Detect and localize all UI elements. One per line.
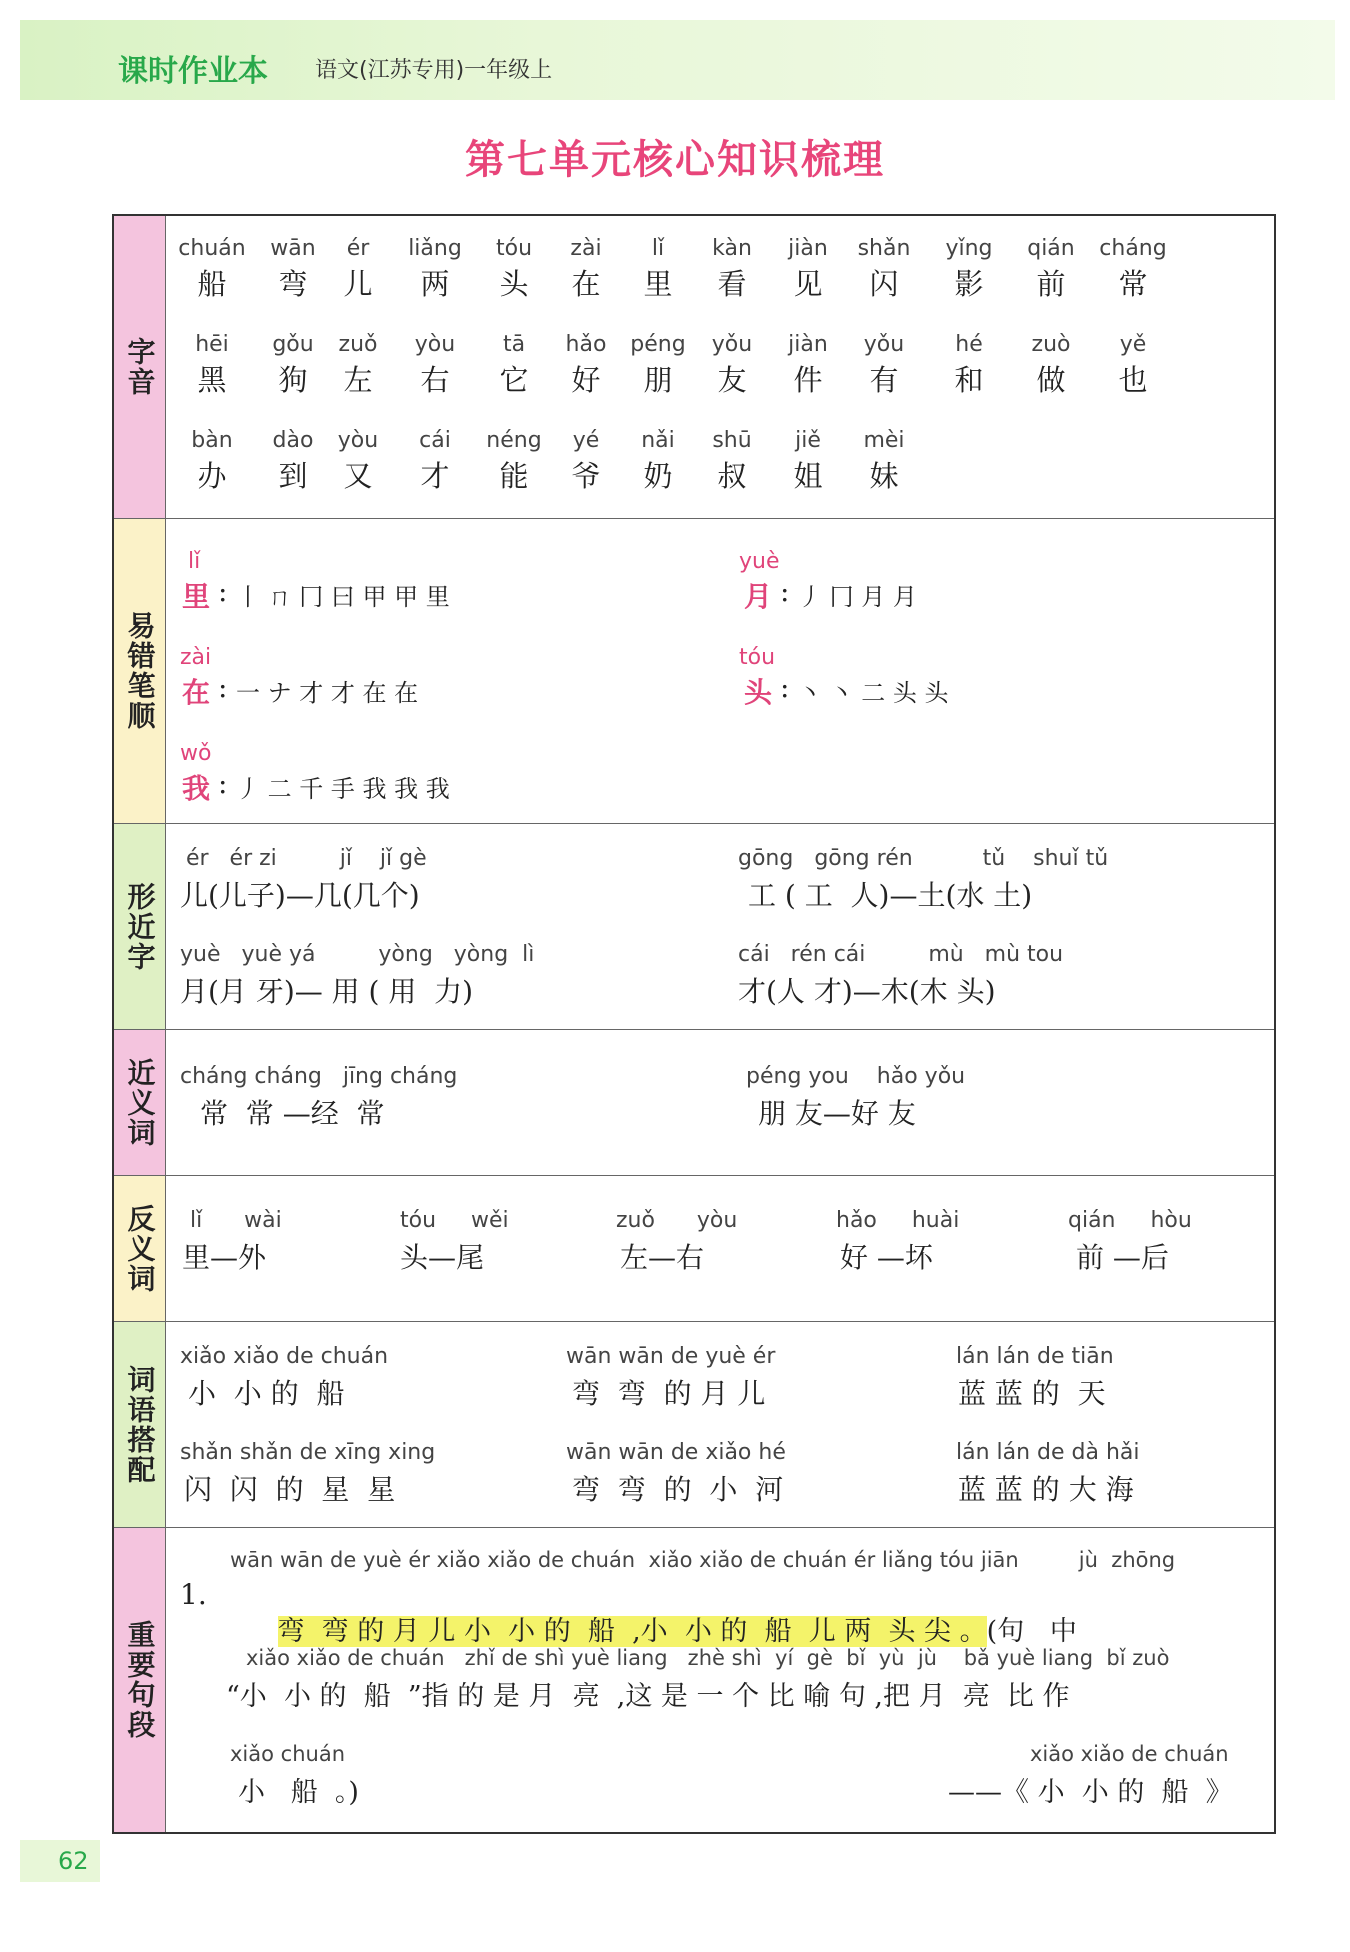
- page-number: 62: [20, 1840, 100, 1882]
- section-label: 词语搭配: [114, 1322, 166, 1527]
- ziyin-cell: [318, 330, 398, 400]
- pinyin: néng: [486, 428, 542, 453]
- antonym-pair: 左—右: [620, 1241, 705, 1274]
- source-title: ——《 小 小 的 船 》: [948, 1777, 1233, 1808]
- character: 里: [643, 267, 673, 301]
- character: 左: [343, 363, 373, 397]
- pinyin: wān wān de xiǎo hé: [566, 1440, 786, 1465]
- ziyin-cell: [768, 234, 848, 304]
- pinyin: chuán: [178, 236, 246, 261]
- ziyin-cell: [929, 234, 1009, 304]
- synonym-pair: 朋 友—好 友: [758, 1097, 916, 1130]
- ziyin-cell: [395, 234, 475, 304]
- character: 奶: [643, 459, 673, 493]
- ziyin-cell: [618, 426, 698, 496]
- pinyin: yuè: [739, 549, 780, 574]
- pinyin: hǎo huài: [836, 1208, 960, 1233]
- ziyin-cell: [1011, 234, 1091, 304]
- ziyin-cell: [692, 426, 772, 496]
- character: 前: [1036, 267, 1066, 301]
- character: 里: [182, 580, 211, 613]
- section-label: 近义词: [114, 1030, 166, 1175]
- ziyin-cell: [692, 234, 772, 304]
- character: 月: [744, 580, 773, 613]
- ziyin-cell: [172, 234, 252, 304]
- character: 在: [182, 676, 211, 709]
- pinyin: yǒu: [711, 332, 753, 357]
- pinyin: gǒu: [272, 332, 314, 357]
- pinyin: tóu: [495, 236, 533, 261]
- phrase: 弯 弯 的 小 河: [572, 1473, 784, 1506]
- pinyin: qián: [1027, 236, 1075, 261]
- character: 姐: [793, 459, 823, 493]
- pinyin: qián hòu: [1068, 1208, 1192, 1233]
- character: 头: [744, 676, 773, 709]
- section-ziyin: [114, 216, 1274, 519]
- pinyin: hé: [955, 332, 983, 357]
- character: 黑: [197, 363, 227, 397]
- character: 它: [499, 363, 529, 397]
- character: 影: [954, 267, 984, 301]
- character: 我: [182, 772, 211, 805]
- section-dapei: [114, 1322, 1274, 1528]
- pinyin: ér ér zi jǐ jǐ gè: [186, 846, 427, 871]
- brand-title: 课时作业本: [118, 54, 268, 89]
- pinyin: liǎng: [408, 236, 462, 261]
- phrase: 蓝 蓝 的 天: [958, 1377, 1106, 1410]
- character: 船: [197, 267, 227, 301]
- ziyin-cell: [172, 426, 252, 496]
- character: 到: [278, 459, 308, 493]
- character: 头: [499, 267, 529, 301]
- explanation-line: “小 小 的 船 ”指 的 是 月 亮 ,这 是 一 个 比 喻 句 ,把 月 亮 比 作: [226, 1681, 1070, 1712]
- ziyin-cell: [546, 426, 626, 496]
- pinyin: yòu: [337, 428, 379, 453]
- ziyin-cell: [618, 330, 698, 400]
- phrase: 弯 弯 的 月 儿: [572, 1377, 766, 1410]
- pinyin: cháng cháng jīng cháng: [180, 1064, 458, 1089]
- pinyin: zài: [180, 645, 212, 670]
- character: 又: [343, 459, 373, 493]
- pinyin: shū: [712, 428, 752, 453]
- ziyin-cell: [546, 234, 626, 304]
- pinyin: zài: [570, 236, 602, 261]
- colon: :: [780, 671, 790, 704]
- subject-subtitle: 语文(江苏专用)一年级上: [315, 58, 553, 83]
- pinyin: tóu: [739, 645, 776, 670]
- colon: :: [780, 575, 790, 608]
- pinyin: mèi: [863, 428, 905, 453]
- section-label: 重要句段: [114, 1528, 166, 1832]
- ziyin-cell: [1093, 234, 1173, 304]
- pinyin: zuò: [1031, 332, 1071, 357]
- stroke-order: 一 ナ 才 才 在 在: [236, 679, 419, 707]
- section-label: 易错笔顺: [114, 519, 166, 823]
- ziyin-cell: [318, 426, 398, 496]
- stroke-order: 丨 ㄇ 冂 曰 甲 甲 里: [236, 583, 450, 611]
- pinyin: bàn: [191, 428, 233, 453]
- similar-chars: 月(月 牙)— 用 ( 用 力): [180, 975, 474, 1008]
- explanation-start: (句 中: [986, 1616, 1077, 1647]
- section-label: 形近字: [114, 824, 166, 1029]
- pinyin: yǒu: [863, 332, 905, 357]
- ziyin-cell: [546, 330, 626, 400]
- section-bishun: [114, 519, 1274, 824]
- similar-chars: 工 ( 工 人)—土(水 土): [748, 879, 1033, 912]
- ziyin-cell: [395, 330, 475, 400]
- phrase: 蓝 蓝 的 大 海: [958, 1473, 1134, 1506]
- ziyin-cell: [172, 330, 252, 400]
- section-label: 字音: [114, 216, 166, 518]
- ziyin-cell: [474, 426, 554, 496]
- pinyin: xiǎo xiǎo de chuán: [180, 1344, 389, 1369]
- antonym-pair: 好 —坏: [840, 1241, 933, 1274]
- ziyin-cell: [318, 234, 398, 304]
- character: 见: [793, 267, 823, 301]
- pinyin: péng: [630, 332, 686, 357]
- antonym-pair: 里—外: [182, 1241, 267, 1274]
- pinyin: yǐng: [945, 236, 993, 261]
- character: 狗: [278, 363, 308, 397]
- stroke-order: 丿 二 千 手 我 我 我: [236, 775, 450, 803]
- pinyin: lán lán de dà hǎi: [956, 1440, 1140, 1465]
- item-number: 1.: [180, 1578, 207, 1611]
- ziyin-cell: [395, 426, 475, 496]
- antonym-pair: 前 —后: [1076, 1241, 1169, 1274]
- pinyin: lǐ: [651, 236, 665, 261]
- pinyin: wǒ: [180, 741, 212, 766]
- knowledge-table: [112, 214, 1276, 1834]
- pinyin: wān wān de yuè ér: [566, 1344, 776, 1369]
- character: 在: [571, 267, 601, 301]
- character: 做: [1036, 363, 1066, 397]
- character: 常: [1118, 267, 1148, 301]
- similar-chars: 才(人 才)—木(木 头): [738, 975, 996, 1008]
- ziyin-cell: [844, 330, 924, 400]
- ziyin-cell: [692, 330, 772, 400]
- character: 两: [420, 267, 450, 301]
- ziyin-cell: [844, 426, 924, 496]
- character: 有: [869, 363, 899, 397]
- section-xingjin: [114, 824, 1274, 1030]
- pinyin: hǎo: [565, 332, 607, 357]
- character: 爷: [571, 459, 601, 493]
- ziyin-cell: [1093, 330, 1173, 400]
- colon: :: [218, 575, 228, 608]
- phrase: 闪 闪 的 星 星: [184, 1473, 396, 1506]
- section-label: 反义词: [114, 1176, 166, 1321]
- character: 能: [499, 459, 529, 493]
- pinyin: zuǒ yòu: [616, 1208, 738, 1233]
- highlighted-sentence: 弯 弯 的 月 儿 小 小 的 船 ,小 小 的 船 儿 两 头 尖 。: [277, 1616, 987, 1647]
- antonym-pair: 头—尾: [400, 1241, 485, 1274]
- ziyin-cell: [1011, 330, 1091, 400]
- pinyin: lán lán de tiān: [956, 1344, 1114, 1369]
- ziyin-cell: [768, 330, 848, 400]
- character: 看: [717, 267, 747, 301]
- synonym-pair: 常 常 —经 常: [200, 1097, 385, 1130]
- character: 闪: [869, 267, 899, 301]
- section-jinyi: [114, 1030, 1274, 1176]
- pinyin: wān wān de yuè ér xiǎo xiǎo de chuán xiǎo xiǎo de chuán ér liǎng tóu jiān jù zhōng: [230, 1548, 1176, 1572]
- character: 朋: [643, 363, 673, 397]
- pinyin: cái: [419, 428, 451, 453]
- pinyin: hēi: [195, 332, 229, 357]
- character: 弯: [278, 267, 308, 301]
- character: 儿: [343, 267, 373, 301]
- pinyin: tā: [502, 332, 526, 357]
- page-title: 第七单元核心知识梳理: [465, 137, 885, 183]
- character: 和: [954, 363, 984, 397]
- pinyin: shǎn shǎn de xīng xing: [180, 1440, 436, 1465]
- character: 妹: [869, 459, 899, 493]
- character: 友: [717, 363, 747, 397]
- pinyin: yě: [1119, 332, 1147, 357]
- similar-chars: 儿(儿子)—几(几个): [180, 879, 420, 912]
- pinyin: gōng gōng rén tǔ shuǐ tǔ: [738, 846, 1109, 871]
- colon: :: [218, 767, 228, 800]
- pinyin: wān: [270, 236, 316, 261]
- pinyin: yé: [572, 428, 600, 453]
- character: 好: [571, 363, 601, 397]
- pinyin: zuǒ: [338, 332, 378, 357]
- character: 才: [420, 459, 450, 493]
- pinyin: yuè yuè yá yòng yòng lì: [180, 942, 535, 967]
- pinyin: jiàn: [788, 236, 828, 261]
- pinyin: shǎn: [857, 236, 911, 261]
- pinyin: cái rén cái mù mù tou: [738, 942, 1064, 967]
- pinyin: xiǎo xiǎo de chuán zhǐ de shì yuè liang zhè shì yí gè bǐ yù jù bǎ yuè liang bǐ zuò: [246, 1646, 1170, 1670]
- pinyin: cháng: [1099, 236, 1167, 261]
- explanation-end: 小 船 。): [238, 1777, 359, 1808]
- character: 右: [420, 363, 450, 397]
- pinyin: kàn: [712, 236, 752, 261]
- pinyin: péng you hǎo yǒu: [746, 1064, 966, 1089]
- ziyin-cell: [844, 234, 924, 304]
- ziyin-cell: [768, 426, 848, 496]
- character: 也: [1118, 363, 1148, 397]
- stroke-order: 丶 丶 二 头 头: [798, 679, 949, 707]
- pinyin: xiǎo xiǎo de chuán: [1030, 1742, 1229, 1766]
- pinyin: nǎi: [641, 428, 675, 453]
- pinyin: lǐ wài: [190, 1208, 282, 1233]
- section-juduan: [114, 1528, 1274, 1832]
- pinyin: xiǎo chuán: [230, 1742, 345, 1766]
- phrase: 小 小 的 船: [188, 1377, 345, 1410]
- pinyin: jiàn: [788, 332, 828, 357]
- pinyin: tóu wěi: [400, 1208, 509, 1233]
- character: 叔: [717, 459, 747, 493]
- ziyin-cell: [618, 234, 698, 304]
- pinyin: dào: [272, 428, 314, 453]
- pinyin: ér: [346, 236, 370, 261]
- character: 办: [197, 459, 227, 493]
- ziyin-cell: [474, 330, 554, 400]
- section-fanyi: [114, 1176, 1274, 1322]
- stroke-order: 丿 冂 月 月: [798, 583, 917, 611]
- pinyin: jiě: [795, 428, 821, 453]
- ziyin-cell: [474, 234, 554, 304]
- pinyin: lǐ: [188, 549, 201, 574]
- pinyin: yòu: [414, 332, 456, 357]
- ziyin-cell: [929, 330, 1009, 400]
- character: 件: [793, 363, 823, 397]
- colon: :: [218, 671, 228, 704]
